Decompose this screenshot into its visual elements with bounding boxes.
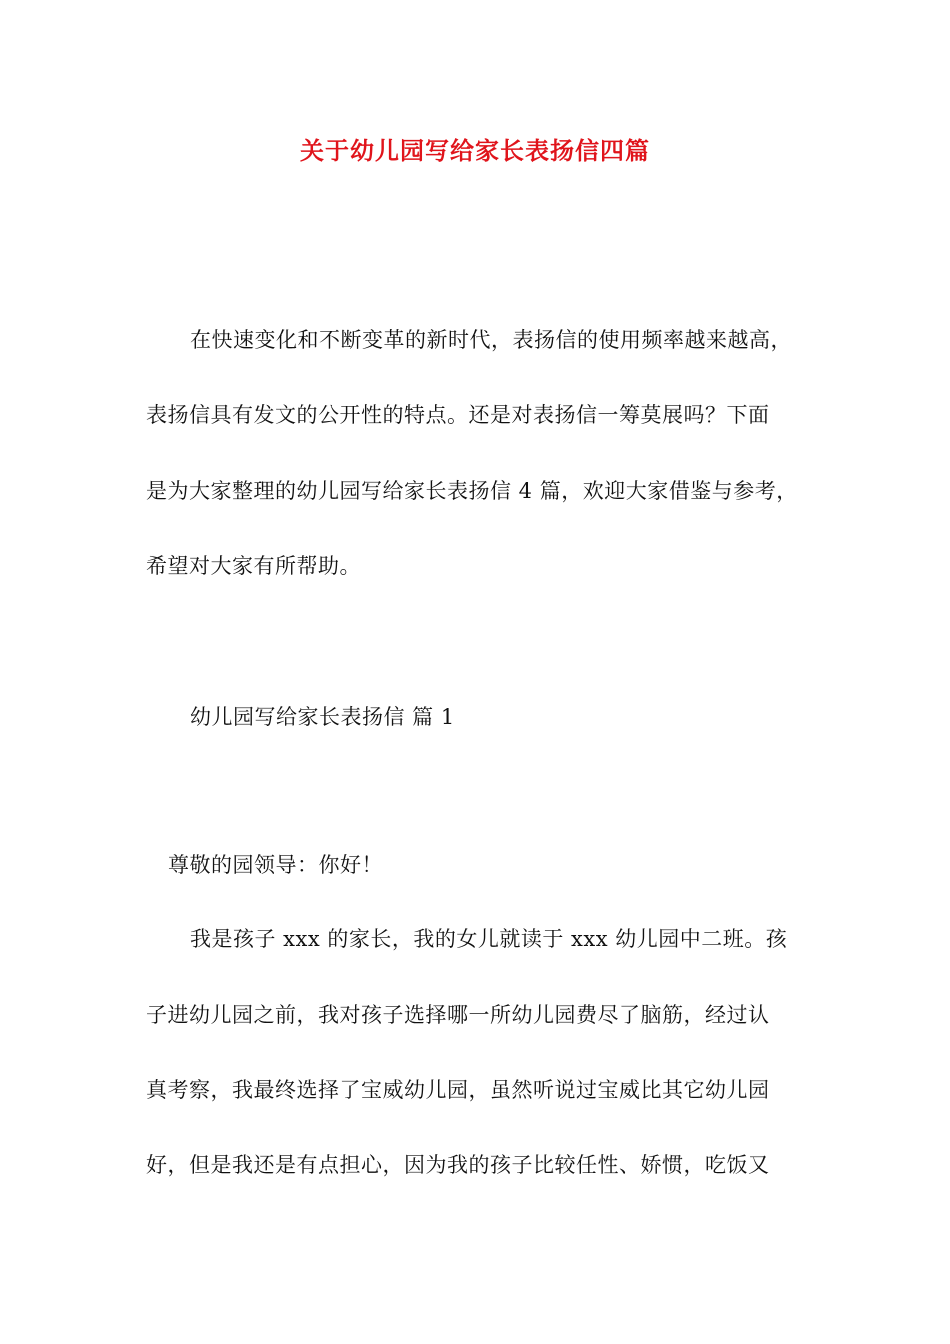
- intro-line-2: 表扬信具有发文的公开性的特点。还是对表扬信一筹莫展吗？下面: [146, 403, 770, 427]
- section-heading: 幼儿园写给家长表扬信 篇 1: [190, 705, 455, 729]
- body-line-1: 我是孩子 xxx 的家长，我的女儿就读于 xxx 幼儿园中二班。孩: [190, 927, 788, 951]
- body-line-4: 好，但是我还是有点担心，因为我的孩子比较任性、娇惯，吃饭又: [146, 1153, 770, 1177]
- intro-line-4: 希望对大家有所帮助。: [146, 554, 361, 578]
- intro-line-1: 在快速变化和不断变革的新时代，表扬信的使用频率越来越高，: [190, 328, 792, 352]
- body-line-3: 真考察，我最终选择了宝威幼儿园，虽然听说过宝威比其它幼儿园: [146, 1078, 770, 1102]
- body-line-2: 子进幼儿园之前，我对孩子选择哪一所幼儿园费尽了脑筋，经过认: [146, 1003, 770, 1027]
- document-title: 关于幼儿园写给家长表扬信四篇: [300, 137, 650, 165]
- intro-line-3: 是为大家整理的幼儿园写给家长表扬信 4 篇，欢迎大家借鉴与参考，: [146, 479, 798, 503]
- letter-greeting: 尊敬的园领导：你好！: [168, 853, 383, 877]
